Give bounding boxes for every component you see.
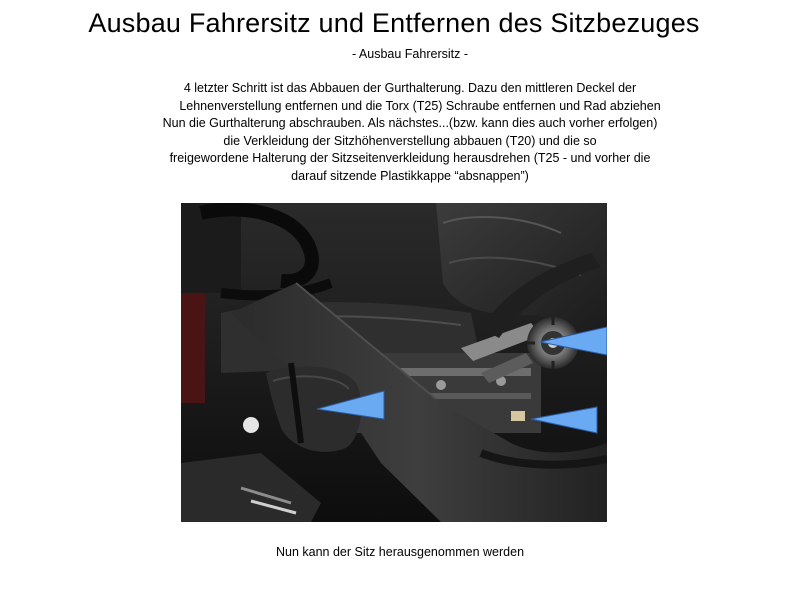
instruction-line: Lehnenverstellung entfernen und die Torx (T25) Schraube entfernen und Rad abziehen [179,98,661,113]
instruction-line: die Verkleidung der Sitzhöhenverstellung abbauen (T20) und die so [223,133,597,148]
photo-caption: Nun kann der Sitz herausgenommen werden [275,545,525,559]
slide-subtitle: - Ausbau Fahrersitz - [351,47,468,61]
instruction-line: 4 letzter Schritt ist das Abbauen der Gurthalterung. Dazu den mittleren Deckel der [183,81,637,95]
instruction-line: freigewordene Halterung der Sitzseitenverkleidung herausdrehen (T25 - und vorher die [169,151,651,165]
instruction-text [140,80,680,185]
slide-title: Ausbau Fahrersitz und Entfernen des Sitzbezuges [88,8,700,38]
instruction-line: Nun die Gurthalterung abschrauben. Als nächstes...(bzw. kann dies auch vorher erfolgen) [162,116,658,130]
seat-mechanism-photo [181,203,607,522]
instruction-line: darauf sitzende Plastikkappe “absnappen”) [291,168,529,183]
